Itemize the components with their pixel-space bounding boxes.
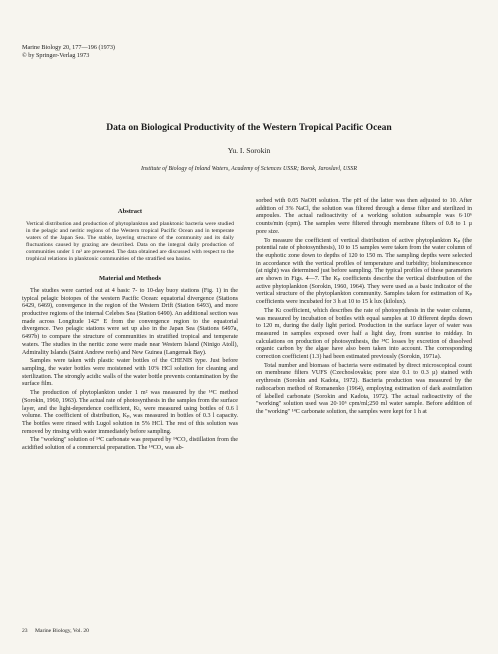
body-paragraph: To measure the coefficient of vertical distribution of active phytoplankton Kₚ (the potential rate of photosynthesis), 10 to 15 samples were taken from the water column of the euphotic zone down to depths of 120 to 150 m. The sampling depths were selected in accordance with the vertical profiles of temperature and turbidity; bioluminescence (at night) was determined just before sampling. The typical profiles of these parameters are shown in Figs. 4—7. The Kₚ coefficients describe the vertical distribution of the active phytoplankton (Sorokin, 1960, 1964). They were used as a basic indicator of the vertical structure of the phytoplankton community. Samples taken for estimation of Kₚ coefficients were incubated for 3 h at 10 to 15 k lux (kilolux). xyxy=(256,237,472,306)
body-paragraph: Total number and biomass of bacteria were estimated by direct microscopical count on membrane filters VUFS (Czechoslovakia; pore size 0.1 to 0.3 µ) stained with erythrosin (Sorokin and Kadota, 1972). Bacteria production was measured by the radiocarbon method of Romanenko (1964), employing estimation of dark assimilation of labelled carbonate (Sorokin and Kadota, 1972). The actual radioactivity of the "working" solution used was 20·10⁶ cpm/ml;250 ml water sample. Before addition of the "working" ¹⁴C carbonate solution, the samples were kept for 1 h at xyxy=(256,362,472,415)
page-footer xyxy=(22,628,89,634)
journal-header xyxy=(22,44,115,60)
paper-title: Data on Biological Productivity of the Western Tropical Pacific Ocean xyxy=(106,122,392,133)
journal-citation: Marine Biology 20, 177—196 (1973) xyxy=(22,44,115,51)
footer-journal-name: Marine Biology, Vol. 20 xyxy=(35,628,89,634)
methods-paragraph: The studies were carried out at 4 basic 7- to 10-day buoy stations (Fig. 1) in the typical pelagic biotopes of the western Pacific Ocean: equatorial divergence (Stations 6429, 6469), convergence in the region of the Western Drift (Station 6493), and more productive regions of the internal Celebes Sea (Station 6490). An additional section was made across Longitude 142° E from the convergence region to the equatorial divergence. Two pelagic stations were set up also in the Japan Sea (Stations 6497a, 6497b) to compare the structure of communities in stratified tropical and temperate waters. The studies in the neritic zone were made near Western Island (Ninigo Atoll), Admirality Islands (Saint Andrew reefs) and New Guinea (Langemak Bay). xyxy=(22,287,238,356)
methods-paragraph: The "working" solution of ¹⁴C carbonate was prepared by ¹⁴CO₂ distillation from the acidified solution of a commercial preparation. The ¹⁴CO₂ was ab- xyxy=(22,437,238,452)
methods-paragraph: The production of phytoplankton under 1 m² was measured by the ¹⁴C method (Sorokin, 1960, 1963). The actual rate of photosynthesis in the samples from the surface layer, and the light-dependence coefficient, Kₗ, were measured using bottles of 0.6 l volume. The coefficient of distribution, Kₚ, was measured in bottles of 0.3 l capacity. The bottles were rinsed with Lugol solution in 5% HCl. The rest of this solution was removed by rinsing with water immediately before sampling. xyxy=(22,390,238,435)
methods-paragraph: Samples were taken with plastic water bottles of the CHENIS type. Just before sampling, the water bottles were moistened with 10% HCl solution for cleaning and sterilization. The strongly acidic walls of the water bottle prevents contamination by the surface film. xyxy=(22,358,238,388)
right-column xyxy=(256,198,472,417)
methods-heading: Material and Methods xyxy=(98,275,162,283)
abstract-text: Vertical distribution and production of phytoplankton and planktonic bacteria were studied in the pelagic and neritic regions of the Western tropical Pacific Ocean and in temperate waters of the Japan Sea. The stable, layering structure of the community and its daily fluctuations caused by grazing are described. Data on the integral daily production of communities under 1 m² are presented. The data obtained are discussed with respect to the trophical relations in planktonic communities of the stratified sea basins. xyxy=(26,220,234,263)
body-paragraph: The Kₗ coefficient, which describes the rate of photosynthesis in the water column, was measured by incubation of bottles with equal samples at 10 different depths down to 120 m, during the daily light period. Production in the surface layer of water was measured in samples exposed over half a light day, from sunrise to midday. In calculations on production of photosynthesis, the ¹⁴C losses by excretion of dissolved organic carbon by the algae have also been taken into account. The corresponding correction coefficient (1.3) had been estimated previously (Sorokin, 1971a). xyxy=(256,307,472,361)
copyright-line: © by Springer-Verlag 1973 xyxy=(22,52,90,59)
page-number: 23 xyxy=(22,628,28,634)
author-name: Yu. I. Sorokin xyxy=(227,146,271,155)
abstract-heading: Abstract xyxy=(117,208,143,215)
left-column xyxy=(22,208,238,453)
author-institution: Institute of Biology of Inland Waters, Academy of Sciences USSR; Borok, Jaroslavl, USSR xyxy=(140,166,357,172)
body-paragraph: sorbed with 0.05 NaOH solution. The pH of the latter was then adjusted to 10. After addition of 3% NaCl, the solution was filtered through a dense filter and sterilized in ampoules. The actual radioactivity of a working solution subsample was 6·10⁶ counts/min (cpm). The samples were filtered through membrane filters of 0.8 to 1 µ pore size. xyxy=(256,198,472,235)
